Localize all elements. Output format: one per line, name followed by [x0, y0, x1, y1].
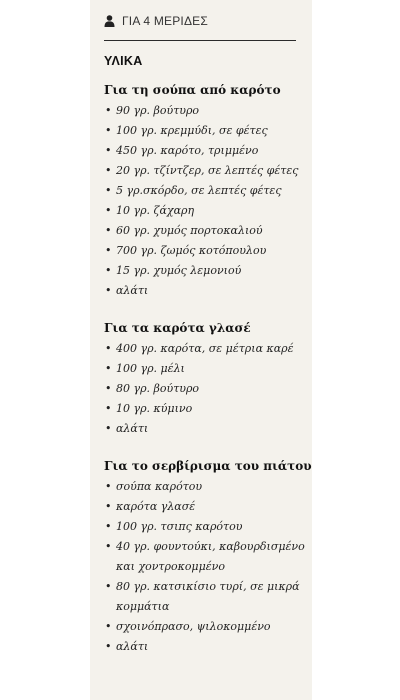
ingredient-item: • 5 γρ.σκόρδο, σε λεπτές φέτες — [104, 181, 309, 201]
ingredient-item: • 40 γρ. φουντούκι, καβουρδισμένο και χοντροκομμένο — [104, 537, 309, 577]
ingredient-sections — [104, 82, 312, 676]
ingredient-item: • 100 γρ. μέλι — [104, 359, 309, 379]
ingredient-item: • 60 γρ. χυμός πορτοκαλιού — [104, 221, 309, 241]
ingredient-item: • καρότα γλασέ — [104, 497, 309, 517]
ingredient-item: • 100 γρ. τσιπς καρότου — [104, 517, 309, 537]
divider — [104, 40, 296, 41]
ingredient-item: • 90 γρ. βούτυρο — [104, 101, 309, 121]
section-title: Για τη σούπα από καρότο — [104, 83, 281, 97]
person-icon — [104, 15, 115, 27]
ingredient-item: • 15 γρ. χυμός λεμονιού — [104, 261, 309, 281]
ingredient-section — [104, 82, 309, 301]
servings-info — [104, 12, 296, 30]
ingredient-section — [104, 320, 309, 439]
ingredient-item: • 10 γρ. ζάχαρη — [104, 201, 309, 221]
ingredient-item: • 100 γρ. κρεμμύδι, σε φέτες — [104, 121, 309, 141]
ingredients-heading: ΥΛΙΚΑ — [104, 54, 143, 68]
section-title: Για τα καρότα γλασέ — [104, 321, 251, 335]
ingredient-item: • 700 γρ. ζωμός κοτόπουλου — [104, 241, 309, 261]
ingredient-item: • σχοινόπρασο, ψιλοκομμένο — [104, 617, 309, 637]
ingredient-item: • 80 γρ. βούτυρο — [104, 379, 309, 399]
ingredient-item: • 20 γρ. τζίντζερ, σε λεπτές φέτες — [104, 161, 309, 181]
ingredient-item: • σούπα καρότου — [104, 477, 309, 497]
ingredient-item: • αλάτι — [104, 637, 309, 657]
ingredient-item: • 450 γρ. καρότο, τριμμένο — [104, 141, 309, 161]
ingredient-item: • 80 γρ. κατσικίσιο τυρί, σε μικρά κομμάτια — [104, 577, 309, 617]
ingredient-list — [104, 477, 309, 657]
ingredient-item: • αλάτι — [104, 281, 309, 301]
ingredient-list — [104, 339, 309, 439]
section-title: Για το σερβίρισμα του πιάτου — [104, 459, 312, 473]
ingredient-item: • 400 γρ. καρότα, σε μέτρια καρέ — [104, 339, 309, 359]
ingredient-list — [104, 101, 309, 301]
ingredient-item: • 10 γρ. κύμινο — [104, 399, 309, 419]
ingredient-section — [104, 458, 312, 657]
ingredient-item: • αλάτι — [104, 419, 309, 439]
servings-label: ΓΙΑ 4 ΜΕΡΙΔΕΣ — [122, 14, 209, 28]
